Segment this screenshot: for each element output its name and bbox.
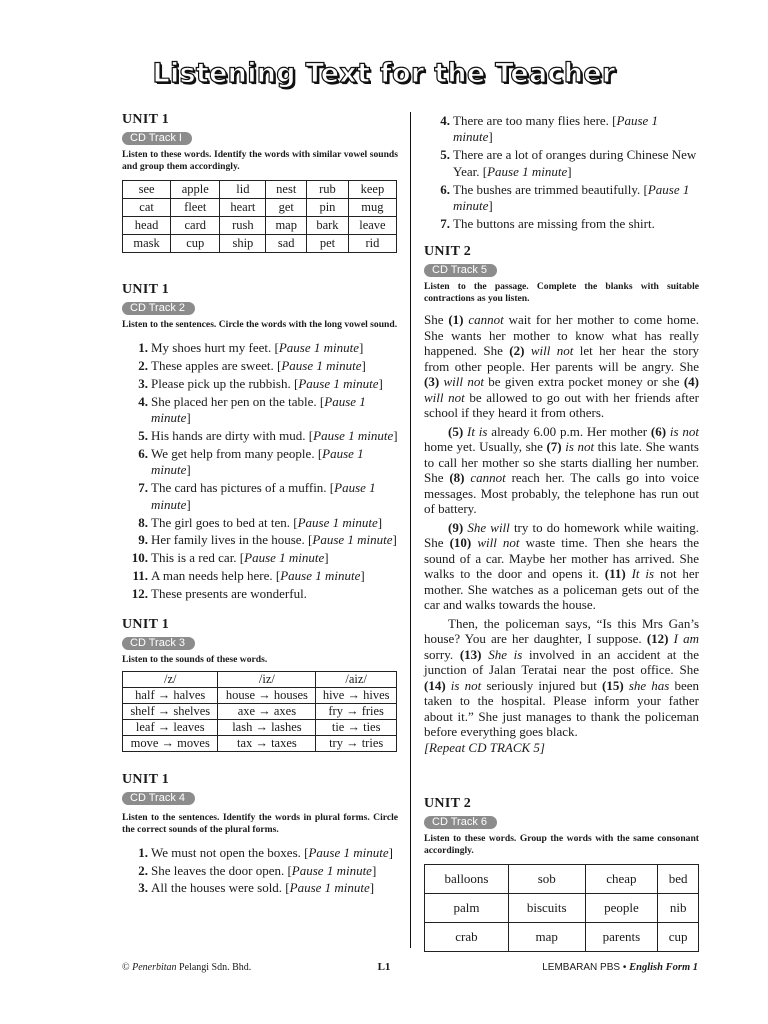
- item-text: Please pick up the rubbish. [: [151, 375, 299, 391]
- bracket: ]: [388, 844, 393, 860]
- item-number: 2.: [138, 862, 148, 878]
- table-cell: rush: [220, 217, 266, 235]
- item-number: 2.: [138, 357, 148, 373]
- list-item: [122, 446, 398, 479]
- table-cell: tax → taxes: [218, 735, 316, 751]
- table-cell: mask: [123, 235, 171, 253]
- table-cell: half → halves: [123, 687, 218, 703]
- bracket: ]: [358, 340, 364, 355]
- table-cell: nest: [266, 181, 307, 199]
- footer-copyright: © Penerbitan Pelangi Sdn. Bhd.: [122, 962, 252, 973]
- blank-number: (3): [424, 374, 440, 390]
- blank-number: (5): [448, 423, 464, 439]
- blank-answer: will not: [443, 374, 484, 390]
- bracket: ]: [393, 428, 398, 444]
- table-row: [123, 687, 397, 703]
- cd-track-badge: CD Track 4: [122, 792, 195, 805]
- table-cell: nib: [658, 894, 699, 923]
- cd-track-badge: CD Track 2: [122, 302, 195, 315]
- pause-instruction: Pause 1 minute: [244, 550, 325, 566]
- table-row: [425, 865, 699, 894]
- table-cell: axe → axes: [218, 703, 316, 719]
- list-item: [122, 358, 398, 374]
- blank-answer: is not: [450, 677, 482, 693]
- item-number: 10.: [131, 550, 148, 566]
- table-cell: map: [508, 923, 585, 952]
- blank-number: (1): [448, 312, 464, 328]
- bracket: ]: [360, 568, 365, 584]
- section-cd-track-4: [122, 772, 398, 897]
- blank-number: (12): [646, 631, 669, 647]
- blank-number: (4): [683, 374, 700, 390]
- section-cd-track-5: [424, 244, 699, 755]
- blank-number: (15): [602, 677, 624, 693]
- column-header: /iz/: [218, 671, 316, 687]
- item-number: 1.: [138, 340, 148, 355]
- blank-number: (6): [650, 423, 667, 439]
- bracket: ]: [392, 532, 397, 548]
- blank-number: (11): [604, 566, 626, 582]
- item-number: 7.: [440, 215, 450, 231]
- list-item: [122, 845, 398, 861]
- passage-text: seriously injured but: [481, 677, 603, 693]
- table-cell: people: [585, 894, 658, 923]
- pause-instruction: Pause 1 minute: [313, 428, 394, 444]
- list-item: [122, 340, 398, 356]
- table-row: [123, 703, 397, 719]
- item-number: 4.: [440, 113, 450, 128]
- blank-answer: cannot: [470, 470, 506, 486]
- list-item: [122, 532, 398, 548]
- table-cell: lash → lashes: [218, 719, 316, 735]
- passage-text: sorry.: [424, 646, 460, 662]
- bracket: ]: [369, 880, 375, 896]
- item-number: 3.: [138, 880, 148, 896]
- item-text: All the houses were sold. [: [151, 880, 290, 896]
- table-row: [123, 199, 397, 217]
- passage-text: this late. She wants to call her mother so she starts dialling her number. She: [424, 439, 699, 486]
- blank-answer: will not: [530, 343, 574, 359]
- item-number: 5.: [440, 147, 450, 163]
- passage-text: be allowed to go out with her friends after school if they heard it from others.: [424, 389, 699, 421]
- table-cell: palm: [425, 894, 509, 923]
- table-cell: parents: [585, 923, 658, 952]
- footer-series: LEMBARAN PBS • English Form 1: [542, 962, 698, 973]
- table-cell: move → moves: [123, 735, 218, 751]
- column-header: /aiz/: [316, 671, 397, 687]
- bracket: ]: [371, 862, 377, 878]
- unit-heading: UNIT 1: [122, 282, 170, 297]
- list-item: [122, 550, 398, 566]
- passage-text: try to do homework while waiting. She: [424, 519, 700, 551]
- table-cell: bed: [658, 865, 699, 894]
- sentence-list-continued: [424, 113, 699, 232]
- passage-text: Then, the policeman says, “Is this Mrs Gan’s house? You are her daughter, I suppose.: [424, 615, 699, 647]
- column-header: /z/: [123, 671, 218, 687]
- list-item: [122, 880, 398, 896]
- blank-answer: will not: [424, 389, 465, 405]
- table-cell: fry → fries: [316, 703, 397, 719]
- item-text: A man needs help here. [: [151, 568, 281, 584]
- pause-instruction: Pause 1 minute: [487, 163, 568, 179]
- blank-number: (7): [546, 439, 562, 455]
- repeat-note: [Repeat CD TRACK 5]: [424, 739, 545, 755]
- table-row: [425, 923, 699, 952]
- bracket: ]: [488, 198, 493, 214]
- item-text: She leaves the door open. [: [151, 862, 292, 878]
- list-item: [122, 515, 398, 531]
- item-text: The girl goes to bed at ten. [: [151, 514, 298, 530]
- bracket: ]: [488, 129, 493, 145]
- bracket: ]: [361, 357, 366, 373]
- list-item: [122, 376, 398, 392]
- table-cell: leave: [348, 217, 396, 235]
- instruction: Listen to the sounds of these words.: [122, 653, 268, 665]
- pause-instruction: Pause 1 minute: [291, 862, 372, 878]
- table-cell: cup: [658, 923, 699, 952]
- unit-heading: UNIT 1: [122, 771, 170, 787]
- unit-heading: UNIT 2: [424, 796, 472, 812]
- cd-track-badge: CD Track I: [122, 132, 192, 145]
- table-cell: balloons: [425, 865, 509, 894]
- table-cell: ship: [220, 235, 266, 253]
- item-number: 9.: [138, 532, 148, 548]
- item-text: These apples are sweet. [: [151, 357, 282, 373]
- item-number: 11.: [132, 568, 148, 584]
- unit-heading: UNIT 1: [122, 616, 170, 632]
- table-row: [123, 735, 397, 751]
- blank-answer: She will: [467, 519, 510, 535]
- pause-instruction: Pause 1 minute: [281, 357, 362, 373]
- right-column: [424, 112, 699, 952]
- sentence-list: [122, 845, 398, 897]
- item-number: 6.: [138, 445, 148, 461]
- list-item: [122, 394, 398, 427]
- table-cell: sob: [508, 865, 585, 894]
- table-cell: heart: [220, 199, 266, 217]
- passage-text: waste time. Then she hears the sound of a car. Maybe her mother has arrived. She walks to the door and opens it.: [424, 535, 700, 582]
- table-cell: see: [123, 181, 171, 199]
- table-cell: house → houses: [218, 687, 316, 703]
- blank-number: (8): [449, 470, 465, 486]
- table-cell: biscuits: [508, 894, 585, 923]
- table-cell: sad: [266, 235, 307, 253]
- table-cell: head: [123, 217, 171, 235]
- blank-answer: It is: [631, 566, 655, 582]
- unit-heading: UNIT 2: [424, 244, 472, 260]
- section-cd-track-6: [424, 796, 699, 952]
- section-cd-track-3: [122, 617, 398, 752]
- passage-text: be given extra pocket money or she: [483, 374, 684, 390]
- blank-number: (10): [449, 535, 472, 551]
- table-cell: cat: [123, 199, 171, 217]
- blank-answer: cannot: [468, 312, 504, 328]
- table-cell: bark: [307, 217, 349, 235]
- table-cell: crab: [425, 923, 509, 952]
- passage-text: already 6.00 p.m. Her mother: [487, 423, 651, 439]
- vowel-words-table: [122, 180, 397, 253]
- cd-track-badge: CD Track 6: [424, 816, 497, 829]
- pause-instruction: Pause 1 minute: [297, 514, 378, 530]
- table-cell: try → tries: [316, 735, 397, 751]
- item-text: There are a lot of oranges during Chinese New Year. [: [453, 147, 697, 179]
- passage: [424, 312, 699, 755]
- item-number: 5.: [138, 428, 148, 444]
- table-cell: tie → ties: [316, 719, 397, 735]
- passage-paragraph: [424, 424, 699, 517]
- list-item: [122, 863, 398, 879]
- table-cell: map: [266, 217, 307, 235]
- table-cell: leaf → leaves: [123, 719, 218, 735]
- page-number: L1: [377, 961, 391, 973]
- bracket: ]: [378, 375, 383, 391]
- item-text: This is a red car. [: [151, 550, 245, 566]
- item-number: 12.: [131, 586, 148, 602]
- sentence-list: [122, 340, 398, 603]
- pause-instruction: Pause 1 minute: [151, 480, 376, 512]
- table-cell: lid: [220, 181, 266, 199]
- passage-text: not her mother. She watches as a policeman gets out of the car and walks towards the house.: [424, 566, 700, 613]
- passage-text: wait for her mother to come home. She wants her mother to know what has really happened. She: [424, 312, 700, 359]
- table-cell: rid: [348, 235, 396, 253]
- passage-text: reach her. The calls go into voice messages. Most probably, the telephone has run out of battery.: [424, 470, 700, 517]
- item-text: She placed her pen on the table. [: [151, 393, 325, 409]
- table-row: [123, 719, 397, 735]
- item-text: My shoes hurt my feet. [: [151, 340, 279, 355]
- table-header-row: [123, 671, 397, 687]
- instruction: Listen to the sentences. Circle the words with the long vowel sound.: [122, 319, 398, 330]
- list-item: [424, 182, 699, 215]
- list-item: [122, 428, 398, 444]
- table-row: [425, 894, 699, 923]
- blank-answer: will not: [477, 535, 520, 551]
- page-title: Listening Text for the Teacher: [152, 58, 616, 89]
- blank-answer: she has: [628, 677, 670, 693]
- pause-instruction: Pause 1 minute: [280, 568, 361, 584]
- table-cell: cheap: [585, 865, 658, 894]
- item-number: 1.: [138, 844, 148, 860]
- bracket: ]: [186, 496, 191, 512]
- list-item: [122, 568, 398, 584]
- table-cell: fleet: [171, 199, 220, 217]
- table-cell: apple: [171, 181, 220, 199]
- column-divider: [410, 112, 411, 948]
- item-text: The bushes are trimmed beautifully. [: [453, 181, 648, 197]
- item-number: 4.: [138, 393, 148, 409]
- pause-instruction: Pause 1 minute: [151, 393, 366, 426]
- passage-paragraph: [424, 312, 699, 421]
- blank-number: (9): [448, 519, 464, 535]
- instruction: Listen to the sentences. Identify the words in plural forms. Circle the correct sounds of the plural forms.: [122, 811, 398, 835]
- table-cell: shelf → shelves: [123, 703, 218, 719]
- table-cell: pet: [307, 235, 349, 253]
- item-number: 6.: [440, 181, 450, 197]
- blank-answer: It is: [467, 423, 488, 439]
- instruction: Listen to these words. Group the words with the same consonant accordingly.: [424, 833, 699, 857]
- item-text: The card has pictures of a muffin. [: [151, 480, 335, 496]
- bracket: ]: [186, 462, 191, 478]
- instruction: Listen to the passage. Complete the blanks with suitable contractions as you listen.: [424, 281, 699, 305]
- passage-text: let her hear the story from other people. Her parents will be angry. She: [424, 343, 700, 374]
- unit-heading: UNIT 1: [122, 112, 170, 127]
- blank-answer: is not: [565, 439, 595, 455]
- list-item: [122, 480, 398, 513]
- bracket: ]: [377, 514, 383, 530]
- section-cd-track-2: [122, 282, 398, 603]
- blank-answer: is not: [669, 423, 700, 439]
- pause-instruction: Pause 1 minute: [278, 340, 359, 355]
- table-cell: card: [171, 217, 220, 235]
- passage-text: She: [424, 312, 449, 328]
- consonant-words-table: [424, 864, 699, 952]
- table-cell: rub: [307, 181, 349, 199]
- bracket: ]: [324, 550, 329, 566]
- blank-number: (14): [424, 677, 446, 693]
- instruction: Listen to these words. Identify the words with similar vowel sounds and group them accordingly.: [122, 149, 398, 172]
- pause-instruction: Pause 1 minute: [289, 880, 370, 896]
- table-row: [123, 235, 397, 253]
- item-text: We get help from many people. [: [151, 445, 323, 461]
- pause-instruction: Pause 1 minute: [308, 844, 389, 860]
- cd-track-badge: CD Track 3: [122, 637, 195, 650]
- passage-text: been taken to the hospital. Please inform your father about it.” She just manages to thank the policeman before everything goes black.: [424, 677, 700, 740]
- left-column: [122, 112, 398, 898]
- blank-answer: She is: [488, 646, 523, 662]
- plural-sounds-table: [122, 671, 397, 752]
- passage-paragraph: [424, 616, 699, 740]
- item-text: His hands are dirty with mud. [: [151, 428, 314, 444]
- item-text: The buttons are missing from the shirt.: [453, 215, 655, 231]
- pause-instruction: Pause 1 minute: [453, 181, 690, 214]
- list-item: [424, 113, 699, 146]
- item-number: 8.: [138, 514, 148, 530]
- table-cell: cup: [171, 235, 220, 253]
- list-item: [424, 216, 699, 232]
- item-text: These presents are wonderful.: [151, 586, 307, 602]
- pause-instruction: Pause 1 minute: [453, 113, 659, 145]
- item-text: There are too many flies here. [: [453, 113, 617, 128]
- table-cell: keep: [348, 181, 396, 199]
- item-number: 3.: [138, 375, 148, 391]
- pause-instruction: Pause 1 minute: [151, 445, 364, 478]
- bracket: ]: [567, 163, 572, 179]
- item-text: We must not open the boxes. [: [151, 844, 309, 860]
- table-row: [123, 217, 397, 235]
- bracket: ]: [186, 410, 191, 426]
- list-item: [122, 586, 398, 602]
- pause-instruction: Pause 1 minute: [298, 375, 379, 391]
- table-cell: hive → hives: [316, 687, 397, 703]
- table-cell: mug: [348, 199, 396, 217]
- item-number: 7.: [138, 480, 148, 496]
- blank-number: (2): [509, 343, 525, 359]
- pause-instruction: Pause 1 minute: [312, 532, 393, 548]
- table-cell: pin: [307, 199, 349, 217]
- cd-track-badge: CD Track 5: [424, 264, 497, 277]
- passage-text: involved in an accident at the junction of Jalan Teratai near the post office. She: [424, 646, 699, 678]
- table-row: [123, 181, 397, 199]
- blank-number: (13): [459, 646, 482, 662]
- table-cell: get: [266, 199, 307, 217]
- passage-paragraph: [424, 520, 699, 613]
- list-item: [424, 147, 699, 180]
- section-cd-track-1: [122, 112, 398, 253]
- passage-text: home yet. Usually, she: [424, 439, 547, 455]
- item-text: Her family lives in the house. [: [151, 532, 313, 548]
- blank-answer: I am: [673, 631, 699, 647]
